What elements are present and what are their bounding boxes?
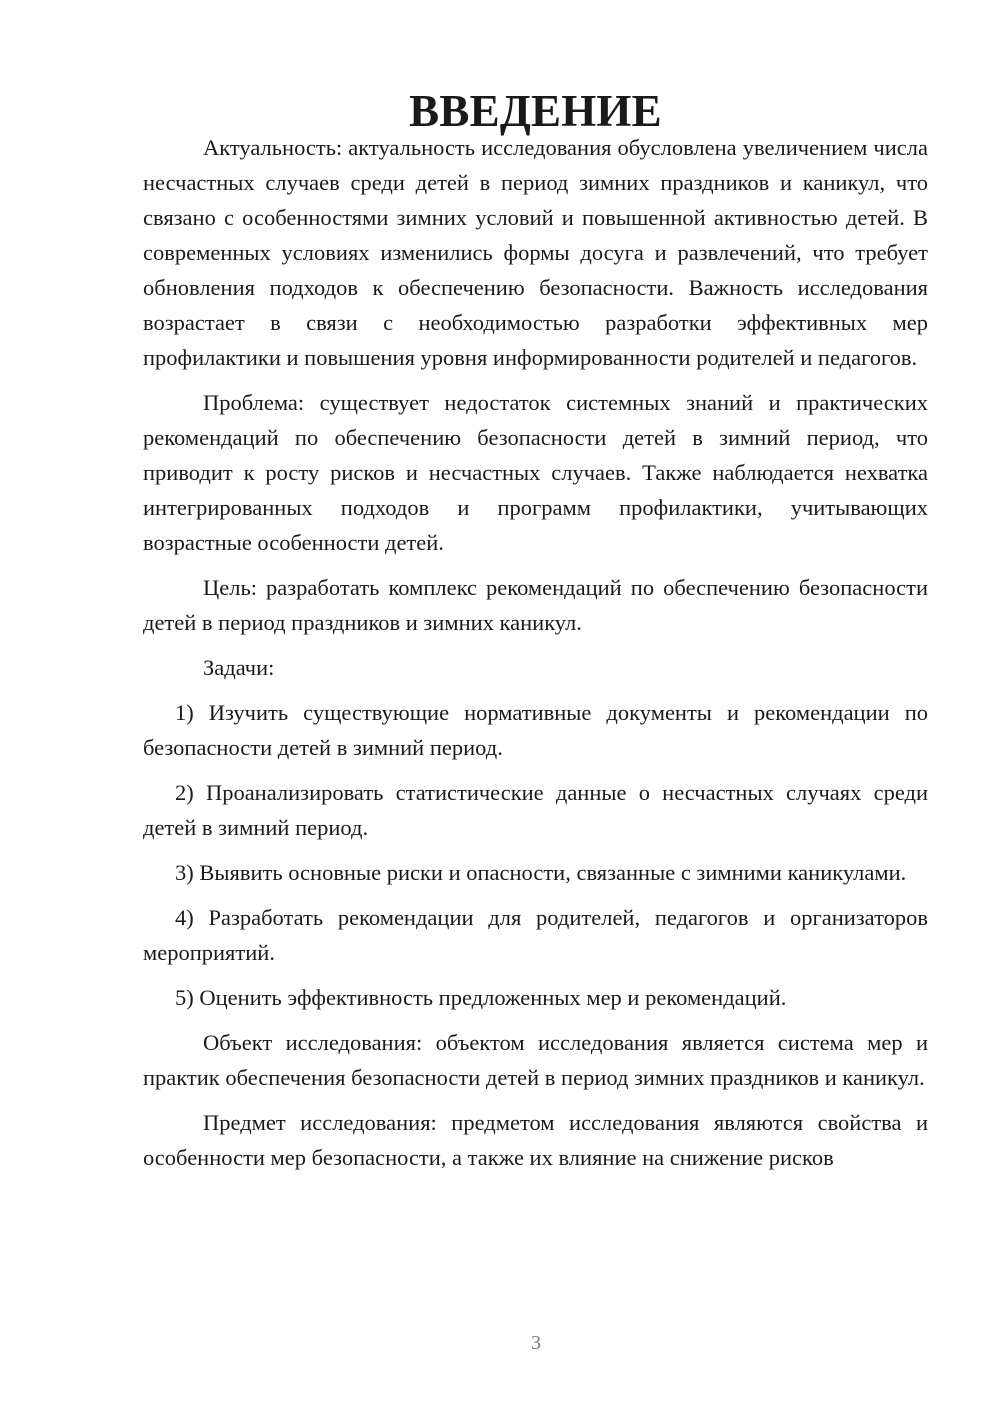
task-item-4: 4) Разработать рекомендации для родителей, педагогов и организаторов мероприятий. xyxy=(143,905,928,965)
task-item-1: 1) Изучить существующие нормативные документы и рекомендации по безопасности детей в зимний период. xyxy=(143,700,928,760)
page-number: 3 xyxy=(531,1332,541,1354)
task-item-5: 5) Оценить эффективность предложенных мер и рекомендаций. xyxy=(175,985,787,1010)
document-page xyxy=(143,86,928,1175)
subject-paragraph: Предмет исследования: предметом исследования являются свойства и особенности мер безопасности, а также их влияние на снижение рисков xyxy=(143,1110,928,1170)
goal-paragraph: Цель: разработать комплекс рекомендаций по обеспечению безопасности детей в период праздников и зимних каникул. xyxy=(143,575,928,635)
relevance-paragraph: Актуальность: актуальность исследования обусловлена увеличением числа несчастных случаев среди детей в период зимних праздников и каникул, что связано с особенностями зимних условий и повышенной активностью детей. В современных условиях изменились формы досуга и развлечений, что требует обновления подходов к обеспечению безопасности. Важность исследования возрастает в связи с необходимостью разработки эффективных мер профилактики и повышения уровня информированности родителей и педагогов. xyxy=(143,135,928,370)
tasks-label: Задачи: xyxy=(203,655,275,680)
task-item-3: 3) Выявить основные риски и опасности, связанные с зимними каникулами. xyxy=(175,860,907,885)
task-item-2: 2) Проанализировать статистические данные о несчастных случаях среди детей в зимний период. xyxy=(143,780,928,840)
section-heading: ВВЕДЕНИЕ xyxy=(409,86,662,136)
problem-paragraph: Проблема: существует недостаток системных знаний и практических рекомендаций по обеспечению безопасности детей в зимний период, что приводит к росту рисков и несчастных случаев. Также наблюдается нехватка интегрированных подходов и программ профилактики, учитывающих возрастные особенности детей. xyxy=(143,390,928,555)
tasks-list xyxy=(143,695,928,1015)
object-paragraph: Объект исследования: объектом исследования является система мер и практик обеспечения безопасности детей в период зимних праздников и каникул. xyxy=(143,1030,928,1090)
